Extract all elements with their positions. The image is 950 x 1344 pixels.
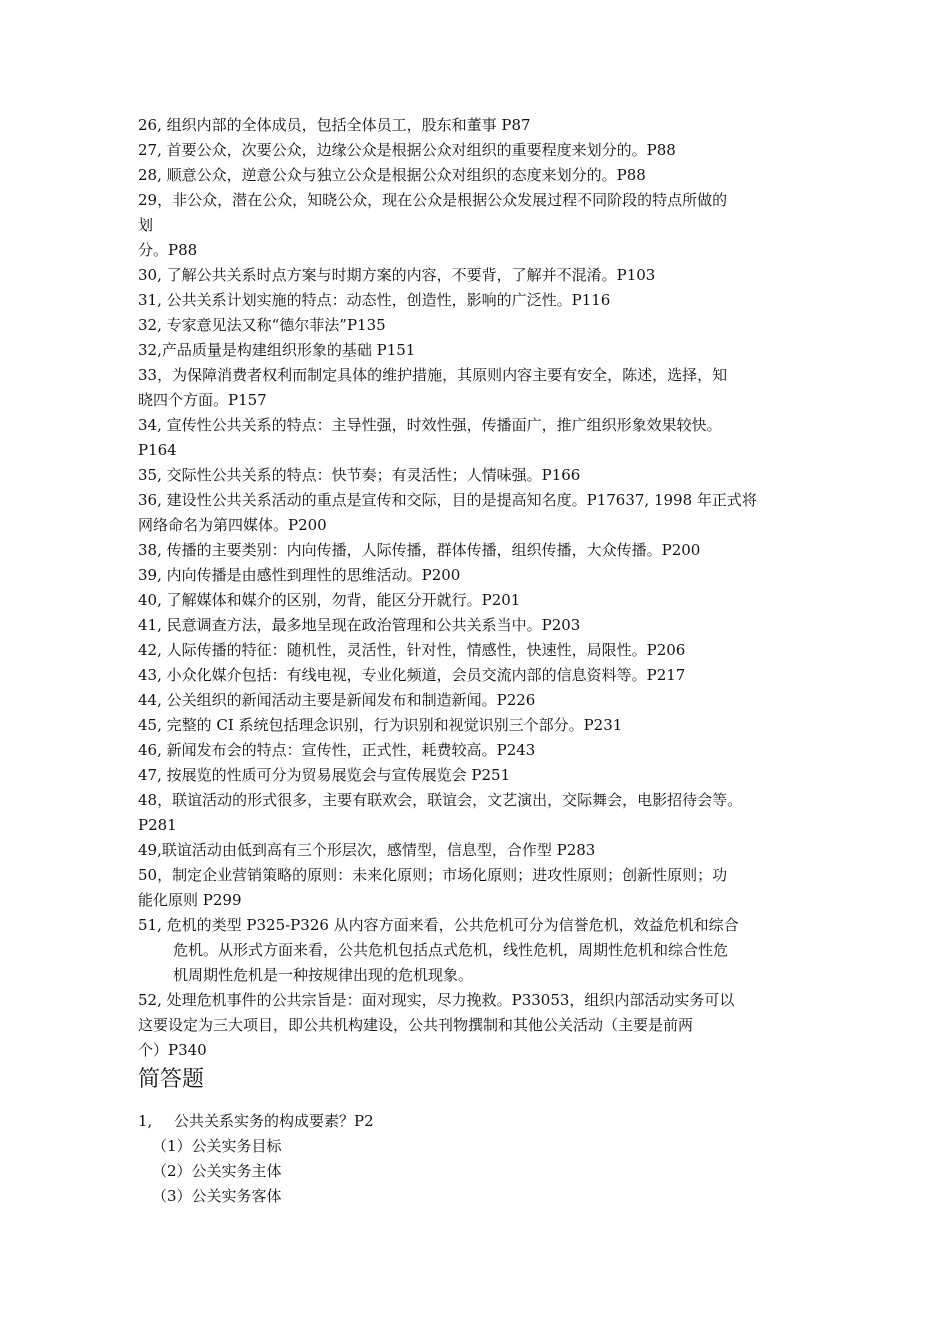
question-number: 1,	[138, 1112, 153, 1130]
text-line: 47, 按展览的性质可分为贸易展览会与宣传展览会 P251	[138, 766, 511, 784]
text-line: 这要设定为三大项目，即公共机构建设，公共刊物撰制和其他公关活动（主要是前两	[138, 1016, 694, 1034]
text-line: 能化原则 P299	[138, 891, 242, 909]
text-line: 51, 危机的类型 P325-P326 从内容方面来看，公共危机可分为信誉危机，效益危机和综合	[138, 916, 739, 934]
document-content	[138, 113, 828, 1209]
list-item: （3）公关实务客体	[152, 1187, 282, 1205]
text-line: 26, 组织内部的全体成员，包括全体员工，股东和董事 P87	[138, 116, 531, 134]
text-line: 31, 公共关系计划实施的特点：动态性，创造性，影响的广泛性。P116	[138, 291, 611, 309]
text-line: 29，非公众，潜在公众，知晓公众，现在公众是根据公众发展过程不同阶段的特点所做的	[138, 191, 728, 209]
text-line: 28, 顺意公众，逆意公众与独立公众是根据公众对组织的态度来划分的。P88	[138, 166, 646, 184]
question-line	[138, 1109, 828, 1134]
text-line: 36, 建设性公共关系活动的重点是宣传和交际，目的是提高知名度。P17637, 1998 年正式将	[138, 491, 757, 509]
text-line: 机周期性危机是一种按规律出现的危机现象。	[173, 966, 474, 984]
text-line: P281	[138, 816, 177, 834]
text-line: 41, 民意调查方法，最多地呈现在政治管理和公共关系当中。P203	[138, 616, 581, 634]
text-line: 43, 小众化媒介包括：有线电视，专业化频道，会员交流内部的信息资料等。P217	[138, 666, 686, 684]
text-line: 30, 了解公共关系时点方案与时期方案的内容，不要背，了解并不混淆。P103	[138, 266, 656, 284]
text-line: 42, 人际传播的特征：随机性，灵活性，针对性，情感性，快速性，局限性。P206	[138, 641, 686, 659]
text-line: 49,联谊活动由低到高有三个形层次，感情型，信息型，合作型 P283	[138, 841, 596, 859]
text-line: 50，制定企业营销策略的原则：未来化原则；市场化原则；进攻性原则；创新性原则；功	[138, 866, 728, 884]
question-text: 公共关系实务的构成要素？P2	[174, 1112, 374, 1130]
list-item: （2）公关实务主体	[152, 1162, 282, 1180]
section-title: 简答题	[138, 1067, 205, 1092]
text-line: 52, 处理危机事件的公共宗旨是：面对现实，尽力挽救。P33053，组织内部活动实务可以	[138, 991, 735, 1009]
text-line: 46, 新闻发布会的特点：宣传性，正式性，耗费较高。P243	[138, 741, 536, 759]
text-line: 33，为保障消费者权利而制定具体的维护措施，其原则内容主要有安全，陈述，选择，知	[138, 366, 728, 384]
text-line: 39, 内向传播是由感性到理性的思维活动。P200	[138, 566, 461, 584]
text-line: 48，联谊活动的形式很多，主要有联欢会，联谊会，文艺演出，交际舞会，电影招待会等。	[138, 791, 743, 809]
text-line: 晓四个方面。P157	[138, 391, 267, 409]
text-line: 32,产品质量是构建组织形象的基础 P151	[138, 341, 416, 359]
text-line: 分。P88	[138, 241, 198, 259]
text-line: 27, 首要公众，次要公众，边缘公众是根据公众对组织的重要程度来划分的。P88	[138, 141, 676, 159]
text-line: 32, 专家意见法又称“德尔菲法”P135	[138, 316, 386, 334]
text-line: 45, 完整的 CI 系统包括理念识别，行为识别和视觉识别三个部分。P231	[138, 716, 623, 734]
text-line: 35, 交际性公共关系的特点：快节奏；有灵活性；人情味强。P166	[138, 466, 581, 484]
text-line: 危机。从形式方面来看，公共危机包括点式危机，线性危机，周期性危机和综合性危	[173, 941, 729, 959]
text-line: 40, 了解媒体和媒介的区别，勿背，能区分开就行。P201	[138, 591, 521, 609]
list-item: （1）公关实务目标	[152, 1137, 282, 1155]
text-line: 34, 宣传性公共关系的特点：主导性强，时效性强，传播面广，推广组织形象效果较快。	[138, 416, 722, 434]
text-line: 38, 传播的主要类别：内向传播，人际传播，群体传播，组织传播，大众传播。P200	[138, 541, 701, 559]
text-line: P164	[138, 441, 177, 459]
text-line: 44, 公关组织的新闻活动主要是新闻发布和制造新闻。P226	[138, 691, 536, 709]
text-line: 个）P340	[138, 1041, 207, 1059]
text-line: 网络命名为第四媒体。P200	[138, 516, 327, 534]
text-line: 划	[138, 216, 154, 234]
